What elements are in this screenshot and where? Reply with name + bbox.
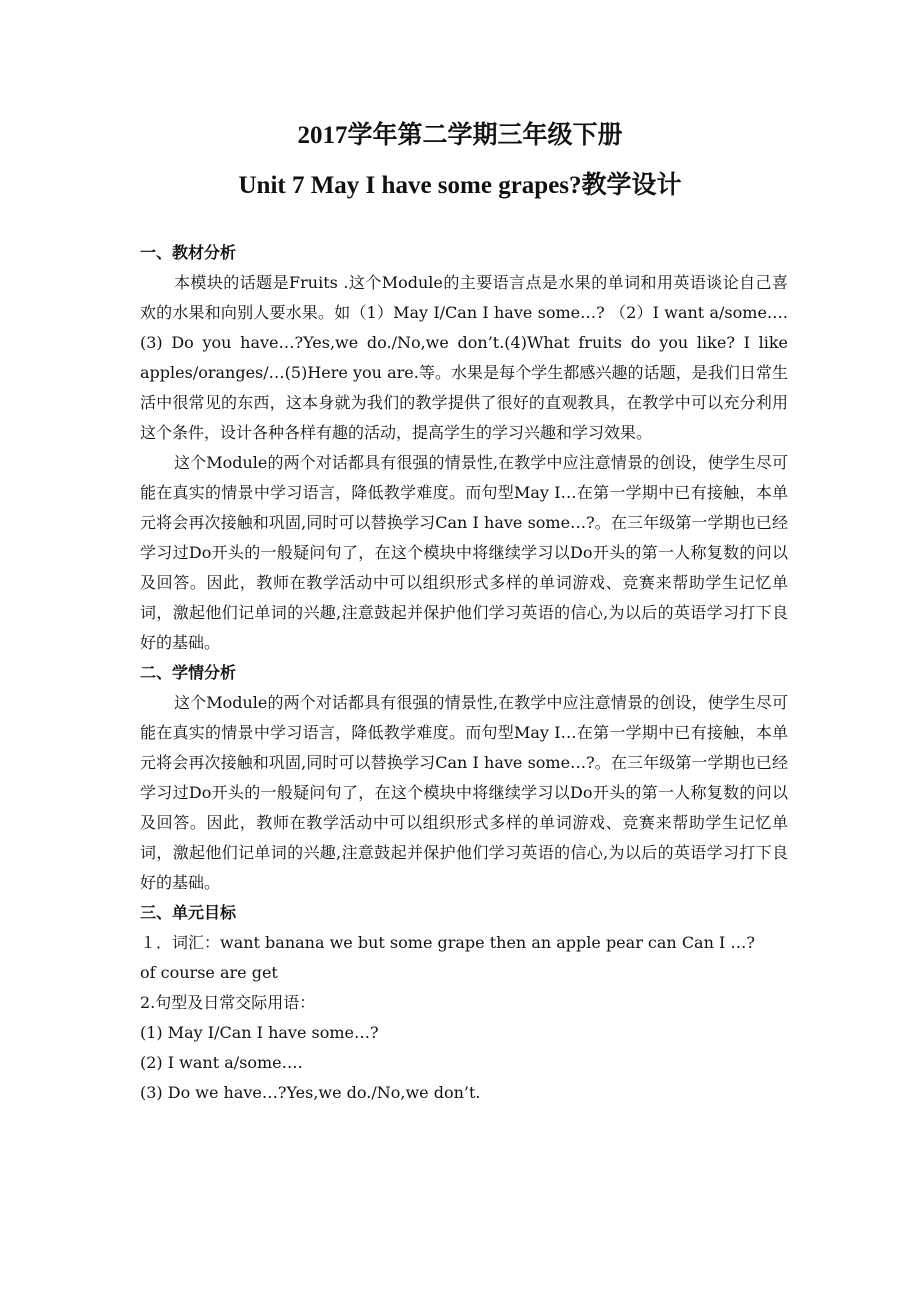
paragraph-materials-1: 本模块的话题是Fruits .这个Module的主要语言点是水果的单词和用英语谈论自己喜欢的水果和向别人要水果。如（1）May I/Can I have some…? （2）I want a/some….(3) Do you have…?Yes,we do./No,we don’t.(4)What fruits do you like? I like apples/oranges/…(5)Here you are.等。水果是每个学生都感兴趣的话题，是我们日常生活中很常见的东西，这本身就为我们的教学提供了很好的直观教具，在教学中可以充分利用这个条件，设计各种各样有趣的活动，提高学生的学习兴趣和学习效果。: [140, 273, 788, 442]
section-heading-objectives: 三、单元目标: [140, 903, 237, 922]
paragraph-learners: 这个Module的两个对话都具有很强的情景性,在教学中应注意情景的创设，使学生尽可能在真实的情景中学习语言，降低教学难度。而句型May I…在第一学期中已有接触，本单元将会再次接触和巩固,同时可以替换学习Can I have some…?。在三年级第一学期也已经学习过Do开头的一般疑问句了，在这个模块中将继续学习以Do开头的第一人称复数的问以及回答。因此，教师在教学活动中可以组织形式多样的单词游戏、竞赛来帮助学生记忆单词，激起他们记单词的兴趣,注意鼓起并保护他们学习英语的信心,为以后的英语学习打下良好的基础。: [140, 693, 788, 892]
document-body: [140, 238, 788, 1108]
section-heading-materials: 一、教材分析: [140, 243, 237, 262]
paragraph-materials-2: 这个Module的两个对话都具有很强的情景性,在教学中应注意情景的创设，使学生尽可能在真实的情景中学习语言，降低教学难度。而句型May I…在第一学期中已有接触，本单元将会再次接触和巩固,同时可以替换学习Can I have some…?。在三年级第一学期也已经学习过Do开头的一般疑问句了，在这个模块中将继续学习以Do开头的第一人称复数的问以及回答。因此，教师在教学活动中可以组织形式多样的单词游戏、竞赛来帮助学生记忆单词，激起他们记单词的兴趣,注意鼓起并保护他们学习英语的信心,为以后的英语学习打下良好的基础。: [140, 453, 788, 652]
sentences-heading: 2.句型及日常交际用语：: [140, 993, 316, 1012]
sentence-item-2: (2) I want a/some….: [140, 1053, 303, 1072]
document-title: 2017学年第二学期三年级下册: [297, 122, 623, 149]
section-heading-learners: 二、学情分析: [140, 663, 237, 682]
vocabulary-line-2: of course are get: [140, 963, 278, 982]
sentence-item-1: (1) May I/Can I have some…?: [140, 1023, 379, 1042]
sentence-item-3: (3) Do we have…?Yes,we do./No,we don’t.: [140, 1083, 481, 1102]
vocabulary-line-1: １．词汇：want banana we but some grape then an apple pear can Can I …?: [140, 933, 755, 952]
document-subtitle: Unit 7 May I have some grapes?教学设计: [238, 172, 682, 199]
